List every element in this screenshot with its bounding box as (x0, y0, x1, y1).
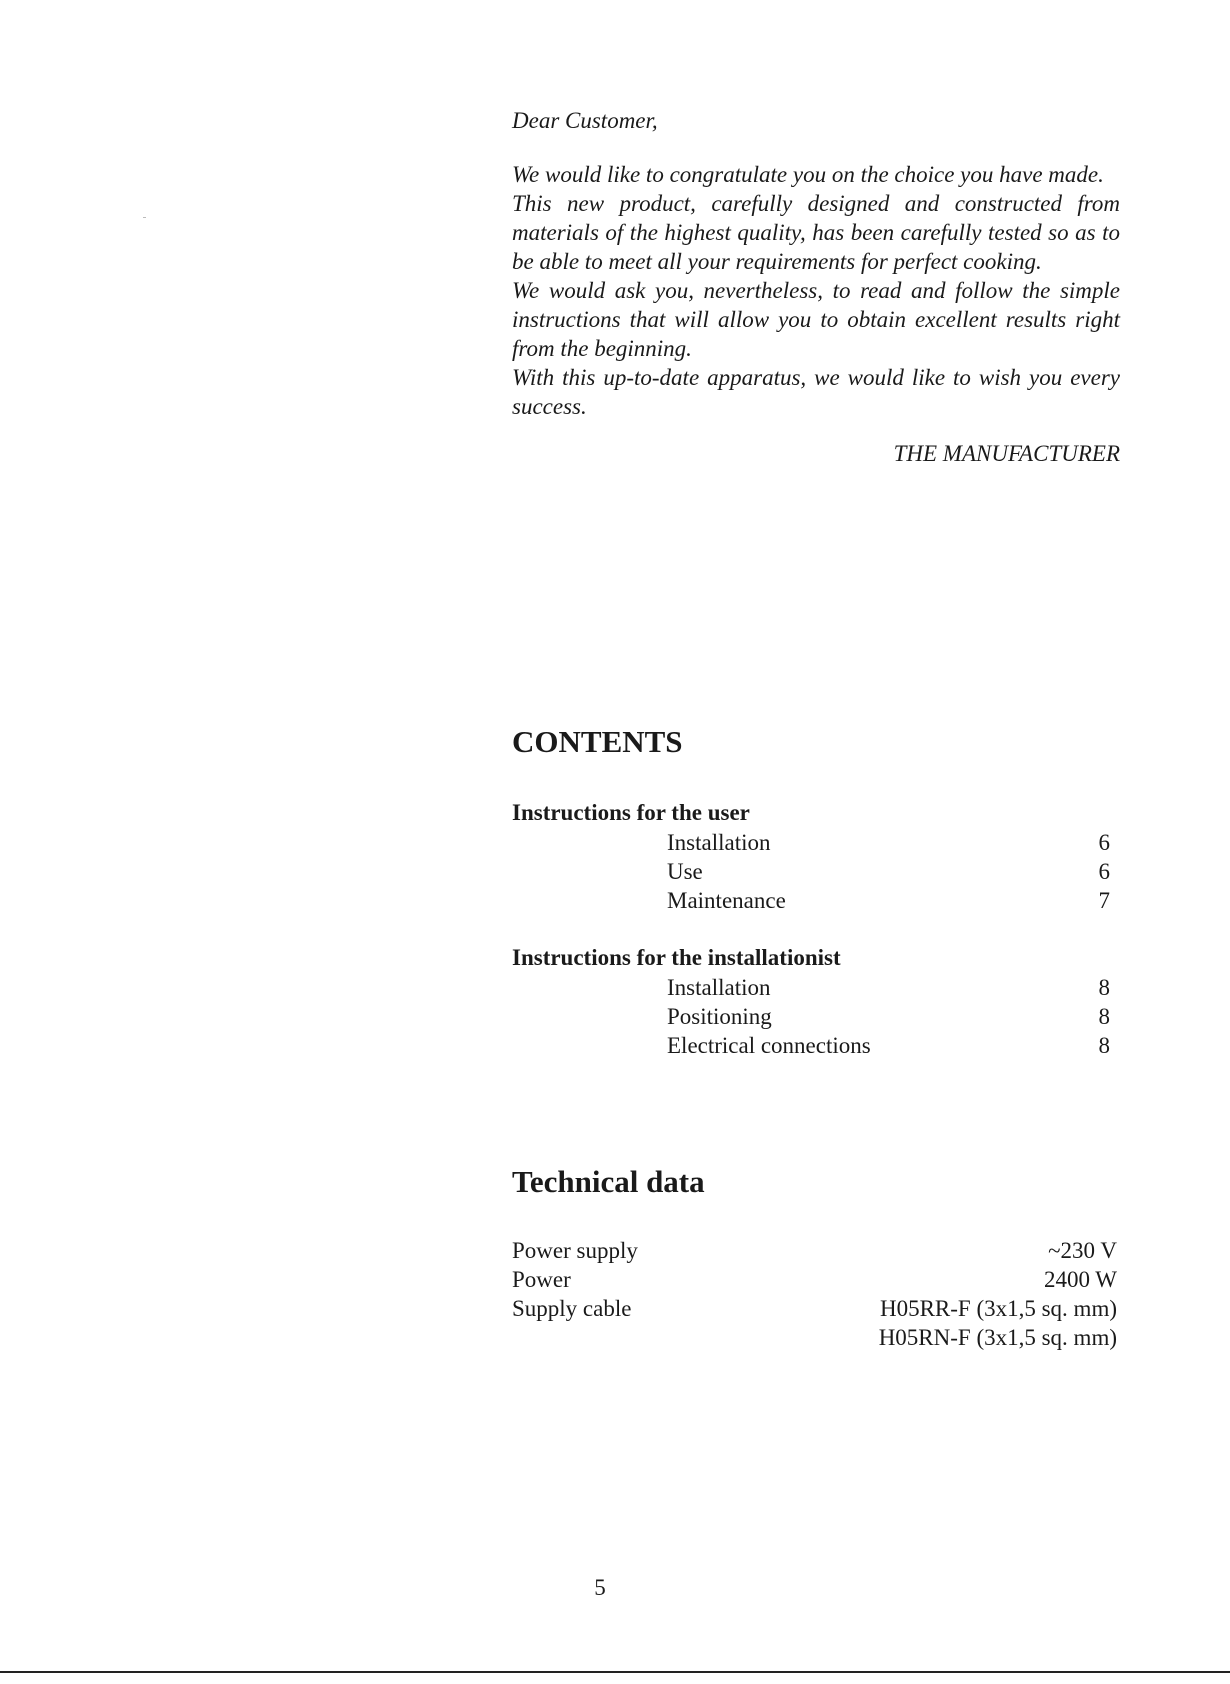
customer-letter (512, 106, 1120, 468)
toc-entry (512, 973, 1120, 1002)
toc-entry-label: Maintenance (667, 888, 786, 913)
toc-entry-page: 8 (1098, 1033, 1110, 1058)
toc-entry (512, 886, 1120, 915)
letter-signature: THE MANUFACTURER (893, 441, 1120, 466)
toc-entry-label: Installation (667, 975, 771, 1000)
letter-paragraph: With this up-to-date apparatus, we would like to wish you every success. (512, 365, 1120, 419)
technical-data-section (512, 1164, 1120, 1352)
toc-group-user (512, 798, 1120, 915)
toc-entry-page: 8 (1098, 975, 1110, 1000)
toc-entry (512, 1002, 1120, 1031)
technical-data-title: Technical data (512, 1164, 705, 1199)
tech-row-values (879, 1294, 1120, 1352)
tech-row-value: ~230 V (1048, 1238, 1117, 1263)
toc-entry-label: Use (667, 859, 703, 884)
bottom-rule (0, 1671, 1230, 1673)
toc-entry-label: Installation (667, 830, 771, 855)
contents-title: CONTENTS (512, 724, 683, 759)
tech-row (512, 1265, 1120, 1294)
letter-salutation: Dear Customer, (512, 108, 658, 133)
tech-row (512, 1236, 1120, 1265)
tech-row-values (1048, 1236, 1120, 1265)
letter-paragraph: We would like to congratulate you on the choice you have made. (512, 162, 1104, 187)
toc-entry-page: 6 (1098, 859, 1110, 884)
tech-row-label: Power (512, 1267, 571, 1292)
toc-entry (512, 857, 1120, 886)
toc-entry-page: 7 (1098, 888, 1110, 913)
tech-row-value: H05RN-F (3x1,5 sq. mm) (878, 1325, 1117, 1350)
toc-entry (512, 828, 1120, 857)
toc-entry-page: 6 (1098, 830, 1110, 855)
contents-section (512, 724, 1120, 1060)
toc-group-title: Instructions for the installationist (512, 945, 841, 970)
toc-entry-page: 8 (1098, 1004, 1110, 1029)
toc-entry-label: Positioning (667, 1004, 772, 1029)
tech-row-values (1044, 1265, 1120, 1294)
page-number: 5 (594, 1575, 606, 1600)
tech-row (512, 1294, 1120, 1352)
tech-row-value: 2400 W (1043, 1267, 1117, 1292)
toc-entry (512, 1031, 1120, 1060)
tech-row-label: Power supply (512, 1238, 638, 1263)
toc-group-installationist (512, 943, 1120, 1060)
scan-speck (143, 217, 146, 218)
letter-paragraph: This new product, carefully designed and constructed from materials of the highest quality, has been carefully tested so as to be able to meet all your requirements for perfect cooking. (512, 191, 1120, 274)
tech-row-label: Supply cable (512, 1296, 632, 1321)
tech-row-value: H05RR-F (3x1,5 sq. mm) (879, 1296, 1117, 1321)
technical-data-table (512, 1236, 1120, 1352)
toc-group-title: Instructions for the user (512, 800, 750, 825)
toc-entry-label: Electrical connections (667, 1033, 871, 1058)
letter-paragraph: We would ask you, nevertheless, to read and follow the simple instructions that will allow you to obtain excellent results right from the beginning. (512, 278, 1120, 361)
